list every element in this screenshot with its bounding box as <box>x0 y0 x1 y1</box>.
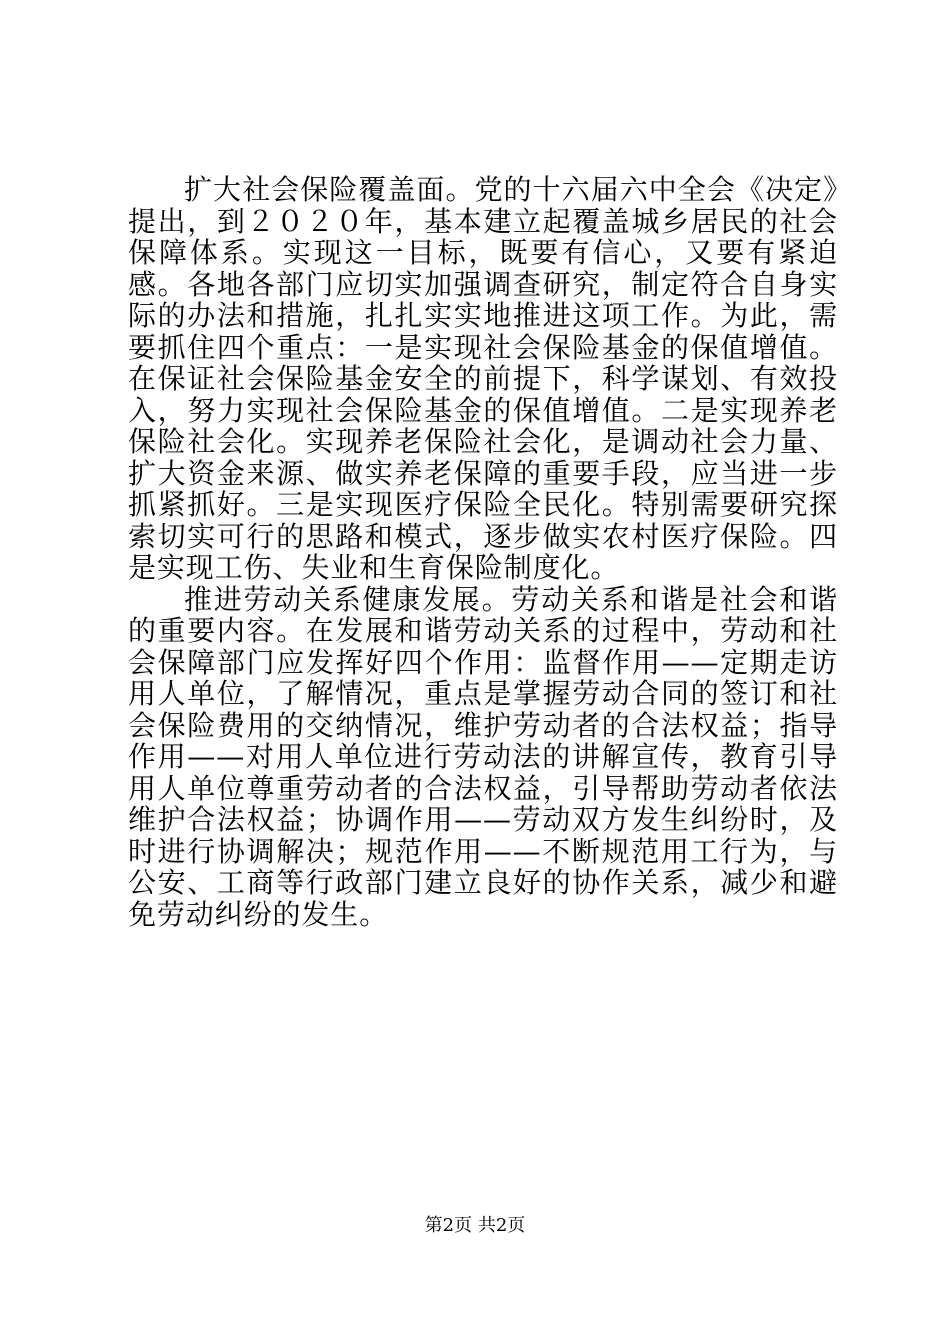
page-footer: 第2页 共2页 <box>424 1215 526 1236</box>
paragraph-labor-relations: 推进劳动关系健康发展。劳动关系和谐是社会和谐的重要内容。在发展和谐劳动关系的过程中，劳动和社会保障部门应发挥好四个作用：监督作用——定期走访用人单位，了解情况，重点是掌握劳动合同的签订和社会保险费用的交纳情况，维护劳动者的合法权益；指导作用——对用人单位进行劳动法的讲解宣传，教育引导用人单位尊重劳动者的合法权益，引导帮助劳动者依法维护合法权益；协调作用——劳动双方发生纠纷时，及时进行协调解决；规范作用——不断规范用工行为，与公安、工商等行政部门建立良好的协作关系，减少和避免劳动纠纷的发生。 <box>128 582 838 931</box>
document-body <box>128 174 838 930</box>
paragraph-social-insurance-coverage: 扩大社会保险覆盖面。党的十六届六中全会《决定》提出，到２０２０年，基本建立起覆盖城乡居民的社会保障体系。实现这一目标，既要有信心，又要有紧迫感。各地各部门应切实加强调查研究，制定符合自身实际的办法和措施，扎扎实实地推进这项工作。为此，需要抓住四个重点：一是实现社会保险基金的保值增值。在保证社会保险基金安全的前提下，科学谋划、有效投入，努力实现社会保险基金的保值增值。二是实现养老保险社会化。实现养老保险社会化，是调动社会力量、扩大资金来源、做实养老保障的重要手段，应当进一步抓紧抓好。三是实现医疗保险全民化。特别需要研究探索切实可行的思路和模式，逐步做实农村医疗保险。四是实现工伤、失业和生育保险制度化。 <box>128 173 838 584</box>
